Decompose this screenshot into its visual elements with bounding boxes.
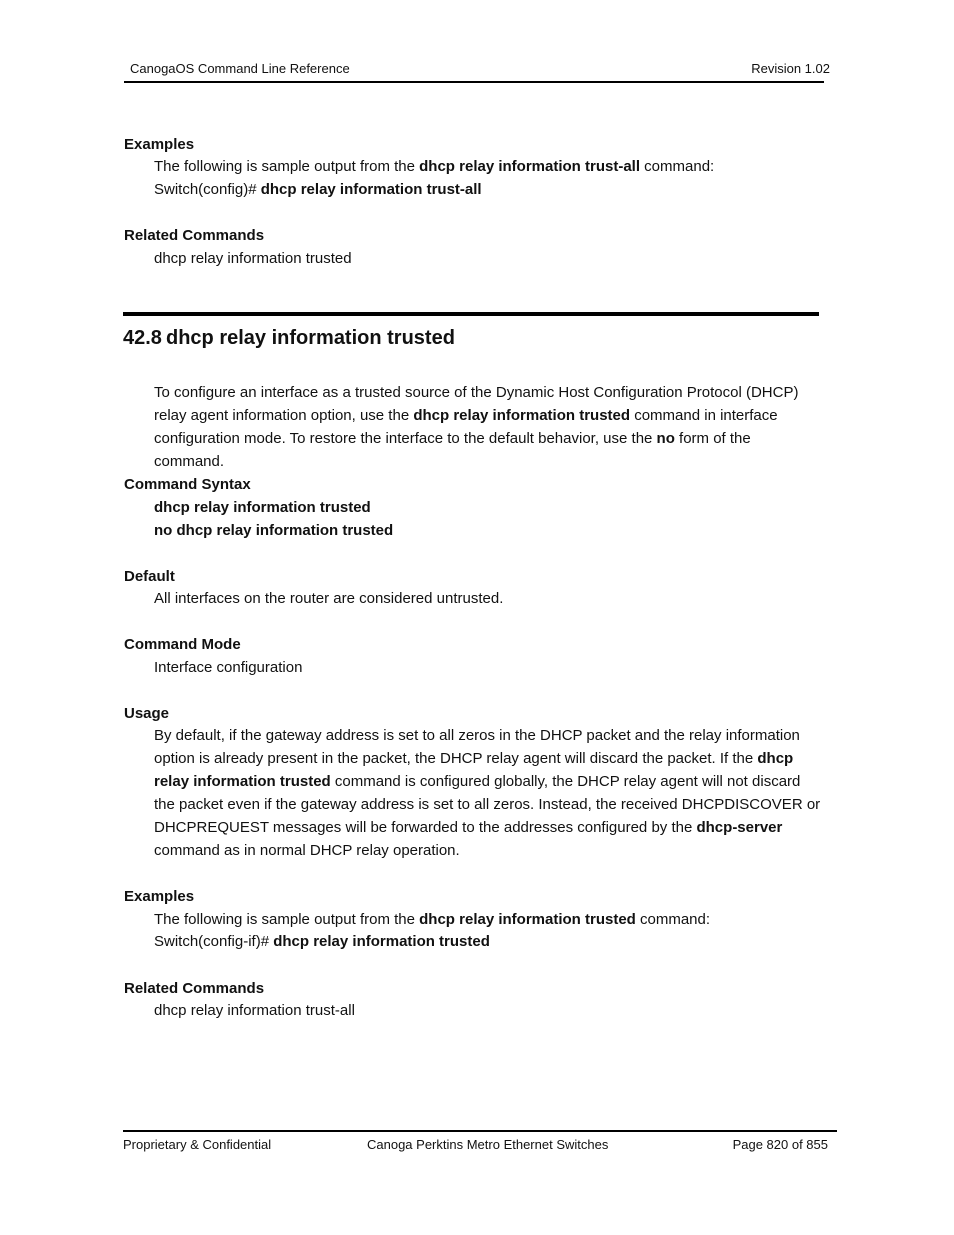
related-item-prev: dhcp relay information trusted (154, 250, 352, 267)
examples-command: dhcp relay information trust-all (419, 158, 641, 175)
usage-paragraph (154, 724, 824, 862)
examples-line (154, 908, 710, 931)
usage-text-3: command as in normal DHCP relay operation. (154, 842, 460, 859)
cli-command: dhcp relay information trusted (273, 933, 490, 950)
example-cli-prev (154, 178, 482, 201)
cli-command: dhcp relay information trust-all (260, 181, 482, 198)
section-title (123, 327, 455, 350)
section-rule (123, 312, 819, 316)
page-header-title: CanogaOS Command Line Reference (130, 61, 350, 76)
section-title-text: dhcp relay information trusted (166, 327, 455, 349)
intro-text-3: form of the command. (154, 430, 751, 470)
examples-heading: Examples (124, 888, 195, 905)
usage-command: dhcp relay information trusted (154, 750, 794, 790)
footer-page-number: Page 820 of 855 (732, 1137, 828, 1152)
header-rule (124, 81, 824, 83)
intro-paragraph (154, 381, 824, 473)
examples-line-prev (154, 155, 714, 178)
examples-heading-prev: Examples (124, 136, 195, 153)
examples-command: dhcp relay information trusted (419, 911, 636, 928)
section-number: 42.8 (123, 327, 162, 349)
example-cli (154, 930, 490, 953)
related-heading: Related Commands (124, 980, 265, 997)
cli-prompt: Switch(config-if)# (154, 933, 274, 950)
intro-command: dhcp relay information trusted (413, 407, 631, 424)
related-heading-prev: Related Commands (124, 227, 265, 244)
examples-text: The following is sample output from the (154, 158, 420, 175)
examples-text-end: command: (635, 911, 711, 928)
related-item: dhcp relay information trust-all (154, 1002, 355, 1019)
usage-command-2: dhcp-server (696, 819, 783, 836)
usage-heading: Usage (124, 705, 170, 722)
mode-text: Interface configuration (154, 659, 303, 676)
cli-prompt: Switch(config)# (154, 181, 261, 198)
intro-no: no (656, 430, 675, 447)
page-header-revision: Revision 1.02 (751, 61, 830, 76)
examples-text-end: command: (640, 158, 715, 175)
examples-text: The following is sample output from the (154, 911, 420, 928)
syntax-heading: Command Syntax (124, 476, 251, 493)
footer-left: Proprietary & Confidential (123, 1137, 272, 1152)
syntax-line-2: no dhcp relay information trusted (154, 522, 394, 539)
footer-center: Canoga Perktins Metro Ethernet Switches (367, 1137, 609, 1152)
footer-rule (123, 1130, 837, 1132)
usage-text-1: By default, if the gateway address is set to all zeros in the DHCP packet and the relay information option is already present in the packet, the DHCP relay agent will discard the packet. If the (154, 727, 800, 767)
syntax-line-1: dhcp relay information trusted (154, 499, 371, 516)
default-text: All interfaces on the router are considered untrusted. (154, 590, 504, 607)
usage-text-2: command is configured globally, the DHCP relay agent will not discard the packet even if the gateway address is set to all zeros. Instead, the received DHCPDISCOVER or DHCPREQUEST messages will be forwarded to the addresses configured by the (154, 773, 821, 836)
default-heading: Default (124, 568, 175, 585)
intro-text-2: command in interface configuration mode. To restore the interface to the default behavior, use the (154, 407, 778, 447)
intro-text-1: To configure an interface as a trusted source of the Dynamic Host Configuration Protocol (DHCP) relay agent information option, use the (154, 384, 799, 424)
mode-heading: Command Mode (124, 636, 241, 653)
